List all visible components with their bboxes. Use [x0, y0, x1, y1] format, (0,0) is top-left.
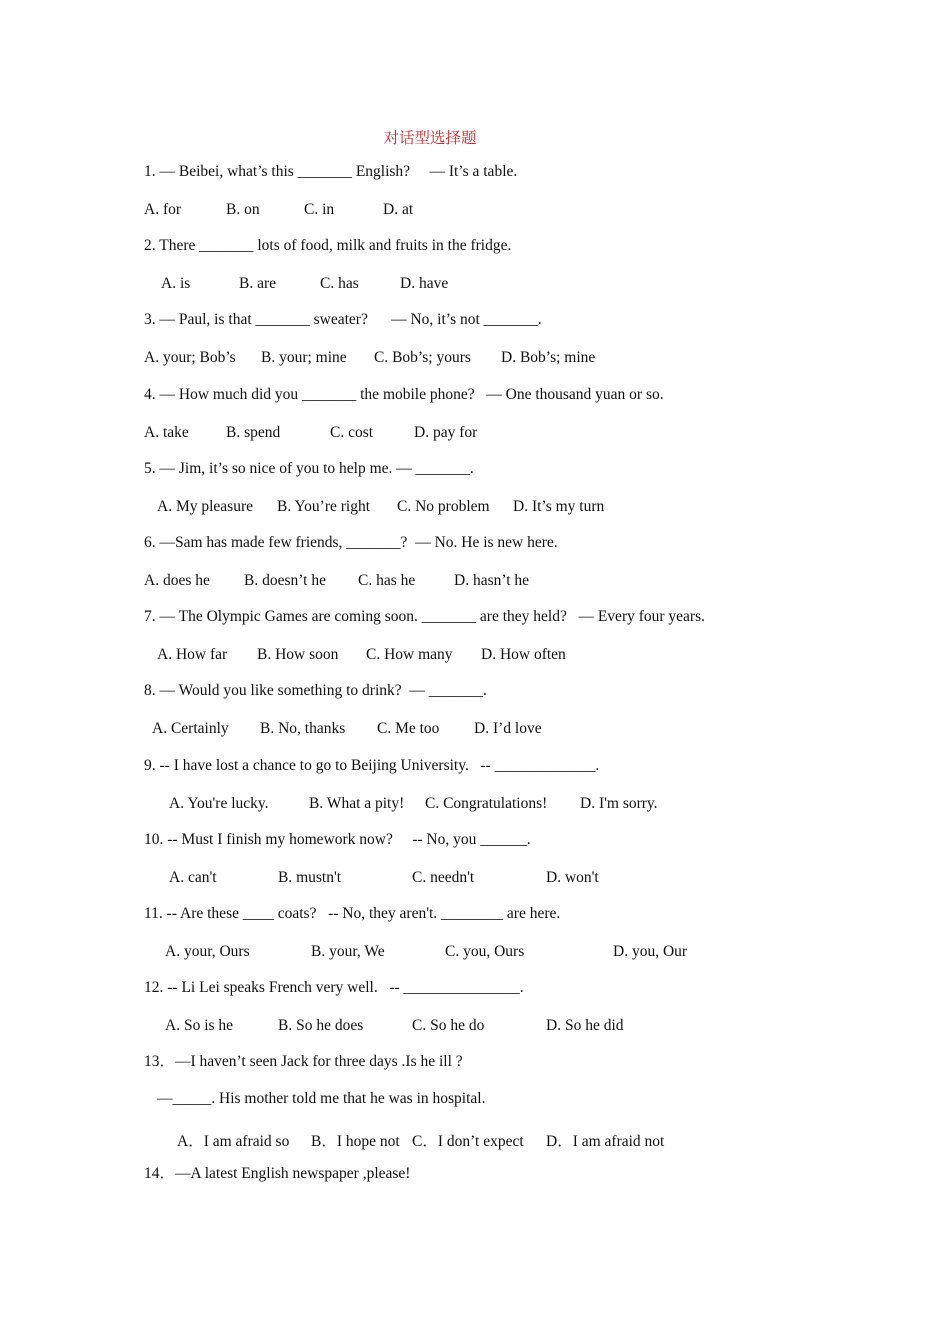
question-3-stem: 3. — Paul, is that _______ sweater? — No, it’s not _______.: [144, 311, 542, 328]
question-3-option-d: D. Bob’s; mine: [501, 349, 596, 366]
question-11-option-a: A. your, Ours: [165, 943, 250, 960]
question-12-option-a: A. So is he: [165, 1017, 234, 1034]
question-2-option-b: B. are: [239, 275, 277, 292]
question-4-option-c: C. cost: [330, 424, 374, 441]
question-9-option-a: A. You're lucky.: [169, 795, 269, 812]
question-9-option-b: B. What a pity!: [309, 795, 405, 812]
question-6-option-c: C. has he: [358, 572, 416, 589]
question-5-option-b: B. You’re right: [277, 498, 371, 515]
question-1-stem: 1. — Beibei, what’s this _______ English? — It’s a table.: [144, 163, 518, 180]
question-6-stem: 6. —Sam has made few friends, _______? — No. He is new here.: [144, 534, 558, 551]
question-8-option-d: D. I’d love: [474, 720, 542, 737]
question-5-stem: 5. — Jim, it’s so nice of you to help me. — _______.: [144, 460, 474, 477]
question-3-option-a: A. your; Bob’s: [144, 349, 236, 366]
question-1-option-c: C. in: [304, 201, 335, 218]
question-13-option-c: C．I don’t expect: [412, 1133, 524, 1150]
question-6-option-d: D. hasn’t he: [454, 572, 530, 589]
question-13-option-b: B．I hope not: [311, 1133, 400, 1150]
question-8-option-c: C. Me too: [377, 720, 440, 737]
question-1-option-a: A. for: [144, 201, 182, 218]
question-13-stem: 13．—I haven’t seen Jack for three days .Is he ill ?: [144, 1053, 463, 1070]
question-6-option-a: A. does he: [144, 572, 210, 589]
question-10-option-d: D. won't: [546, 869, 599, 886]
question-12-option-c: C. So he do: [412, 1017, 485, 1034]
question-10-option-c: C. needn't: [412, 869, 475, 886]
question-12-option-b: B. So he does: [278, 1017, 364, 1034]
question-5-option-a: A. My pleasure: [157, 498, 253, 515]
question-10-option-b: B. mustn't: [278, 869, 342, 886]
question-6-option-b: B. doesn’t he: [244, 572, 326, 589]
question-11-option-d: D. you, Our: [613, 943, 688, 960]
question-9-option-c: C. Congratulations!: [425, 795, 548, 812]
question-4-option-b: B. spend: [226, 424, 281, 441]
question-11-stem: 11. -- Are these ____ coats? -- No, they aren't. ________ are here.: [144, 905, 561, 922]
question-7-option-d: D. How often: [481, 646, 566, 663]
question-8-option-a: A. Certainly: [152, 720, 229, 737]
question-10-option-a: A. can't: [169, 869, 217, 886]
question-11-option-b: B. your, We: [311, 943, 385, 960]
question-4-option-d: D. pay for: [414, 424, 478, 441]
question-5-option-c: C. No problem: [397, 498, 490, 515]
question-2-option-c: C. has: [320, 275, 359, 292]
question-7-option-a: A. How far: [157, 646, 228, 663]
question-5-option-d: D. It’s my turn: [513, 498, 605, 515]
question-11-option-c: C. you, Ours: [445, 943, 525, 960]
question-1-option-d: D. at: [383, 201, 414, 218]
question-4-stem: 4. — How much did you _______ the mobile phone? — One thousand yuan or so.: [144, 386, 664, 403]
question-4-option-a: A. take: [144, 424, 189, 441]
question-3-option-b: B. your; mine: [261, 349, 347, 366]
question-9-option-d: D. I'm sorry.: [580, 795, 658, 812]
question-8-stem: 8. — Would you like something to drink? — _______.: [144, 682, 487, 699]
question-3-option-c: C. Bob’s; yours: [374, 349, 471, 366]
question-7-option-c: C. How many: [366, 646, 453, 663]
question-2-option-a: A. is: [161, 275, 191, 292]
page-title: 对话型选择题: [383, 129, 477, 147]
question-7-stem: 7. — The Olympic Games are coming soon. _______ are they held? — Every four years.: [144, 608, 706, 625]
question-12-option-d: D. So he did: [546, 1017, 624, 1034]
question-7-option-b: B. How soon: [257, 646, 339, 663]
question-14-stem: 14．—A latest English newspaper ,please!: [144, 1165, 411, 1182]
question-13-option-d: D．I am afraid not: [546, 1133, 665, 1150]
question-10-stem: 10. -- Must I finish my homework now? -- No, you ______.: [144, 831, 531, 848]
question-9-stem: 9. -- I have lost a chance to go to Beijing University. -- _____________.: [144, 757, 600, 774]
question-8-option-b: B. No, thanks: [260, 720, 346, 737]
question-2-stem: 2. There _______ lots of food, milk and fruits in the fridge.: [144, 237, 512, 254]
question-12-stem: 12. -- Li Lei speaks French very well. -- _______________.: [144, 979, 524, 996]
question-1-option-b: B. on: [226, 201, 260, 218]
question-13-option-a: A．I am afraid so: [177, 1133, 290, 1150]
question-2-option-d: D. have: [400, 275, 449, 292]
question-13-reply: —_____. His mother told me that he was in hospital.: [157, 1090, 486, 1107]
